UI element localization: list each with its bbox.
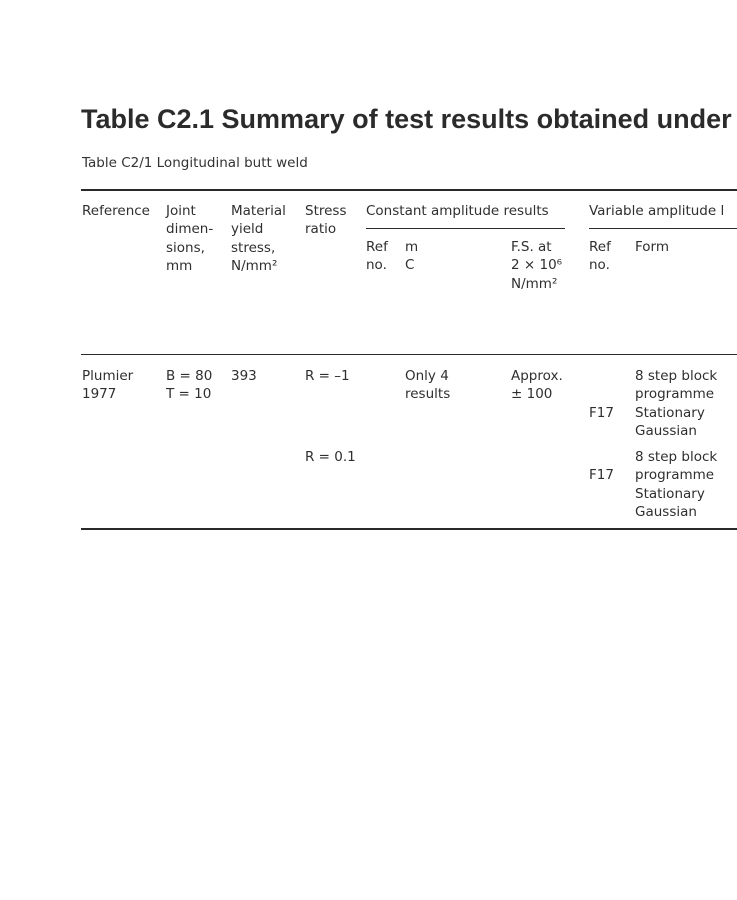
header-va-ref-no: Ref no. bbox=[589, 239, 611, 274]
header-ca-fatigue-strength: F.S. at 2 × 10⁶ N/mm² bbox=[511, 239, 563, 292]
row1-ca-fatigue-strength: Approx. ± 100 bbox=[511, 368, 563, 403]
row1-ca-m-c: Only 4 results bbox=[405, 368, 451, 403]
row1-va-ref-no: F17 bbox=[589, 404, 614, 421]
variable-amplitude-group-rule bbox=[589, 228, 737, 229]
header-reference: Reference bbox=[82, 203, 150, 219]
table-subtitle: Table C2/1 Longitudinal butt weld bbox=[82, 155, 308, 171]
header-material-yield-stress: Material yield stress, N/mm² bbox=[231, 203, 286, 275]
row1-stress-ratio: R = –1 bbox=[305, 368, 350, 384]
row2-stress-ratio: R = 0.1 bbox=[305, 449, 356, 465]
row1-joint-dimensions: B = 80 T = 10 bbox=[166, 368, 213, 403]
header-va-form: Form bbox=[635, 239, 670, 255]
header-ca-m-c: m C bbox=[405, 239, 419, 274]
page-title: Table C2.1 Summary of test results obtained under bbox=[81, 104, 732, 134]
header-joint-dimensions: Joint dimen- sions, mm bbox=[166, 203, 214, 275]
header-constant-amplitude-group: Constant amplitude results bbox=[366, 203, 549, 219]
row1-reference: Plumier 1977 bbox=[82, 368, 134, 403]
header-ca-ref-no: Ref no. bbox=[366, 239, 388, 274]
row2-va-ref-no: F17 bbox=[589, 467, 614, 484]
header-stress-ratio: Stress ratio bbox=[305, 203, 347, 238]
constant-amplitude-group-rule bbox=[366, 228, 565, 229]
row2-va-form: 8 step block programme Stationary Gaussian bbox=[635, 449, 718, 521]
table-header-rule bbox=[81, 354, 737, 355]
row1-material-yield-stress: 393 bbox=[231, 368, 257, 384]
table-top-rule bbox=[81, 189, 737, 191]
header-variable-amplitude-group: Variable amplitude l bbox=[589, 203, 725, 219]
row1-va-form: 8 step block programme Stationary Gaussian bbox=[635, 368, 718, 440]
table-bottom-rule bbox=[81, 528, 737, 530]
